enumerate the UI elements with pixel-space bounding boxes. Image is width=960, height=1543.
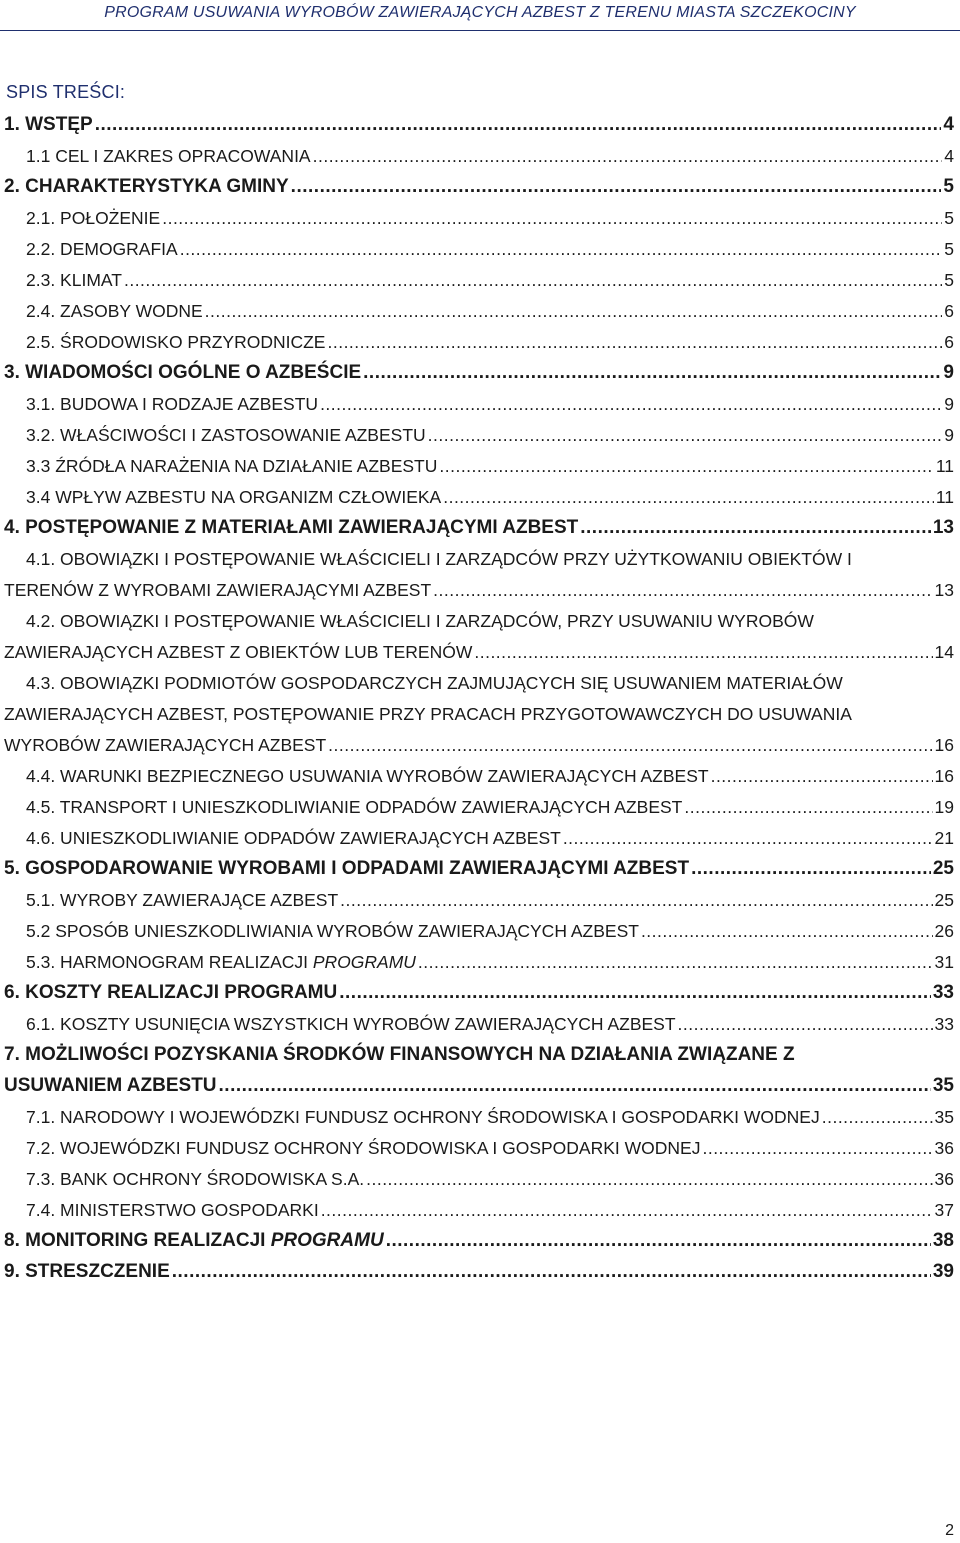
toc-page-number: 13 [932,517,954,538]
toc-entry-line [26,1133,954,1163]
toc-entry-line [26,947,954,977]
dot-leader [678,1014,933,1035]
dot-leader [219,1075,931,1097]
toc-entry-line [26,761,954,791]
toc-entry-line [4,1040,954,1070]
toc-page-number: 13 [934,579,954,600]
toc-page-number: 36 [934,1137,954,1158]
toc-entry-text: 4.4. WARUNKI BEZPIECZNEGO USUWANIA WYROBÓW ZAWIERAJĄCYCH AZBEST [26,765,709,786]
toc-entry-line [26,1164,954,1194]
toc-entry-text: 2. CHARAKTERYSTYKA GMINY [4,176,289,197]
toc-page-number: 36 [934,1168,954,1189]
dot-leader [205,301,943,322]
toc-entry-text: 5.3. HARMONOGRAM REALIZACJI PROGRAMU [26,951,416,972]
toc-entry-text: ZAWIERAJĄCYCH AZBEST, POSTĘPOWANIE PRZY PRACACH PRZYGOTOWAWCZYCH DO USUWANIA [4,703,852,724]
dot-leader [339,982,931,1004]
page-number: 2 [945,1522,954,1539]
toc-entry-line [4,854,954,884]
toc-page-number: 9 [943,362,954,383]
dot-leader [684,797,932,818]
toc-page-number: 4 [943,114,954,135]
toc-entry-text: 7.3. BANK OCHRONY ŚRODOWISKA S.A. [26,1168,365,1189]
toc-page-number: 16 [934,765,954,786]
toc-entry-text: 2.2. DEMOGRAFIA [26,238,178,259]
toc-entry-line [4,110,954,140]
toc-entry-line [26,1195,954,1225]
toc-page-number: 9 [944,424,954,445]
toc-page-number: 11 [935,455,954,476]
toc-entry-text: 6. KOSZTY REALIZACJI PROGRAMU [4,982,338,1003]
dot-leader [418,952,933,973]
toc-page-number: 5 [944,238,954,259]
toc-entry-line [26,668,954,698]
dot-leader [641,921,933,942]
toc-entry-text: 3. WIADOMOŚCI OGÓLNE O AZBEŚCIE [4,362,362,383]
dot-leader [321,1200,933,1221]
toc-entry-text: 5.1. WYROBY ZAWIERAJĄCE AZBEST [26,889,339,910]
toc-page-number: 35 [932,1075,954,1096]
dot-leader [320,394,942,415]
toc-entry-text: 3.1. BUDOWA I RODZAJE AZBESTU [26,393,319,414]
page-header: PROGRAM USUWANIA WYROBÓW ZAWIERAJĄCYCH AZBEST Z TERENU MIASTA SZCZEKOCINY [0,0,960,31]
toc-entry-text: 7.2. WOJEWÓDZKI FUNDUSZ OCHRONY ŚRODOWISKA I GOSPODARKI WODNEJ [26,1137,701,1158]
toc-entry-text: 1.1 CEL I ZAKRES OPRACOWANIA [26,145,311,166]
toc-entry-line [4,730,954,760]
toc-page-number: 31 [934,951,954,972]
toc-entry-line [4,1257,954,1287]
toc-entry-line [26,296,954,326]
toc-entry-text: 4.2. OBOWIĄZKI I POSTĘPOWANIE WŁAŚCICIELI I ZARZĄDCÓW, PRZY USUWANIU WYROBÓW [26,610,814,631]
toc-page-number: 9 [944,393,954,414]
toc-entry-line [26,327,954,357]
dot-leader [162,208,942,229]
toc-entry-line [4,575,954,605]
dot-leader [95,114,942,136]
toc-page-number: 33 [932,982,954,1003]
toc-entry-text: 8. MONITORING REALIZACJI PROGRAMU [4,1230,384,1251]
toc-entry-text: 4.3. OBOWIĄZKI PODMIOTÓW GOSPODARCZYCH ZAJMUJĄCYCH SIĘ USUWANIEM MATERIAŁÓW [26,672,843,693]
toc-entry-line [26,389,954,419]
toc-entry-text: 2.1. POŁOŻENIE [26,207,161,228]
toc-page-number: 38 [932,1230,954,1251]
dot-leader [291,176,942,198]
toc-entry-text: 5. GOSPODAROWANIE WYROBAMI I ODPADAMI ZAWIERAJĄCYMI AZBEST [4,858,690,879]
toc-page-number: 25 [932,858,954,879]
dot-leader [366,1169,932,1190]
toc-entry-line [26,916,954,946]
toc-entry-line [4,513,954,543]
toc-entry-line [26,451,954,481]
dot-leader [580,517,931,539]
toc-entry-line [26,606,954,636]
toc-page-number: 21 [934,827,954,848]
toc-entry-line [4,699,954,729]
dot-leader [563,828,933,849]
toc-entry-line [26,885,954,915]
dot-leader [363,362,941,384]
toc-page-number: 39 [932,1261,954,1282]
toc-entry-text: 2.4. ZASOBY WODNE [26,300,203,321]
toc-entry-text: ZAWIERAJĄCYCH AZBEST Z OBIEKTÓW LUB TERENÓW [4,641,473,662]
dot-leader [327,332,942,353]
toc-entry-line [4,172,954,202]
toc-page-number: 5 [944,207,954,228]
toc-entry-text: 9. STRESZCZENIE [4,1261,170,1282]
toc-entry-line [4,1071,954,1101]
toc-page-number: 4 [944,145,954,166]
toc-entry-line [26,792,954,822]
toc-entry-line [26,544,954,574]
toc-entry-text: WYROBÓW ZAWIERAJĄCYCH AZBEST [4,734,327,755]
dot-leader [443,487,934,508]
toc-entry-text: 3.3 ŹRÓDŁA NARAŻENIA NA DZIAŁANIE AZBESTU [26,455,438,476]
dot-leader [386,1230,931,1252]
toc-entry-line [4,1226,954,1256]
toc-page-number: 16 [934,734,954,755]
toc-page-number: 33 [934,1013,954,1034]
toc-entry-text: USUWANIEM AZBESTU [4,1075,217,1096]
toc-entry-text: 4. POSTĘPOWANIE Z MATERIAŁAMI ZAWIERAJĄCYMI AZBEST [4,517,579,538]
toc-entry-line [26,1102,954,1132]
dot-leader [340,890,932,911]
toc-entry-text: 4.6. UNIESZKODLIWIANIE ODPADÓW ZAWIERAJĄCYCH AZBEST [26,827,561,848]
dot-leader [313,146,943,167]
toc-entry-line [26,420,954,450]
dot-leader [124,270,942,291]
toc-page-number: 37 [934,1199,954,1220]
dot-leader [172,1261,931,1283]
toc-entry-text: 7.1. NARODOWY I WOJEWÓDZKI FUNDUSZ OCHRONY ŚRODOWISKA I GOSPODARKI WODNEJ [26,1106,820,1127]
toc-entry-line [26,234,954,264]
toc-entry-text: 2.5. ŚRODOWISKO PRZYRODNICZE [26,331,326,352]
toc-entry-line [4,637,954,667]
toc-page-number: 11 [935,486,954,507]
toc-entry-text: 2.3. KLIMAT [26,269,122,290]
toc-entry-text: 7.4. MINISTERSTWO GOSPODARKI [26,1199,319,1220]
toc-entry-line [26,265,954,295]
toc-page-number: 26 [934,920,954,941]
toc-entry-text: 4.1. OBOWIĄZKI I POSTĘPOWANIE WŁAŚCICIELI I ZARZĄDCÓW PRZY UŻYTKOWANIU OBIEKTÓW I [26,548,852,569]
dot-leader [474,642,932,663]
dot-leader [180,239,943,260]
dot-leader [702,1138,932,1159]
dot-leader [433,580,932,601]
toc-entry-text: 5.2 SPOSÓB UNIESZKODLIWIANIA WYROBÓW ZAWIERAJĄCYCH AZBEST [26,920,639,941]
dot-leader [428,425,943,446]
toc-page-number: 35 [934,1106,954,1127]
toc-title: SPIS TREŚCI: [6,82,126,102]
toc-page-number: 5 [944,269,954,290]
toc-page-number: 6 [944,300,954,321]
toc-entry-line [4,358,954,388]
dot-leader [711,766,933,787]
toc-entry-text: 1. WSTĘP [4,114,93,135]
dot-leader [328,735,932,756]
toc-entry-line [26,141,954,171]
toc-entry-line [26,823,954,853]
toc-entry-text: 3.2. WŁAŚCIWOŚCI I ZASTOSOWANIE AZBESTU [26,424,426,445]
toc-entry-text: 7. MOŻLIWOŚCI POZYSKANIA ŚRODKÓW FINANSOWYCH NA DZIAŁANIA ZWIĄZANE Z [4,1044,795,1065]
toc-entry-text: 3.4 WPŁYW AZBESTU NA ORGANIZM CZŁOWIEKA [26,486,442,507]
dot-leader [822,1107,933,1128]
toc-entry-text: 4.5. TRANSPORT I UNIESZKODLIWIANIE ODPADÓW ZAWIERAJĄCYCH AZBEST [26,796,683,817]
toc-page-number: 19 [934,796,954,817]
toc-entry-line [26,482,954,512]
toc-entry-text: TERENÓW Z WYROBAMI ZAWIERAJĄCYMI AZBEST [4,579,432,600]
toc-entry-line [4,978,954,1008]
toc-page-number: 6 [944,331,954,352]
toc-page-number: 14 [934,641,954,662]
toc-entry-text: 6.1. KOSZTY USUNIĘCIA WSZYSTKICH WYROBÓW ZAWIERAJĄCYCH AZBEST [26,1013,676,1034]
dot-leader [691,858,931,880]
toc-entry-line [26,203,954,233]
toc-entry-line [26,1009,954,1039]
toc-page-number: 5 [943,176,954,197]
dot-leader [439,456,933,477]
toc-page-number: 25 [934,889,954,910]
